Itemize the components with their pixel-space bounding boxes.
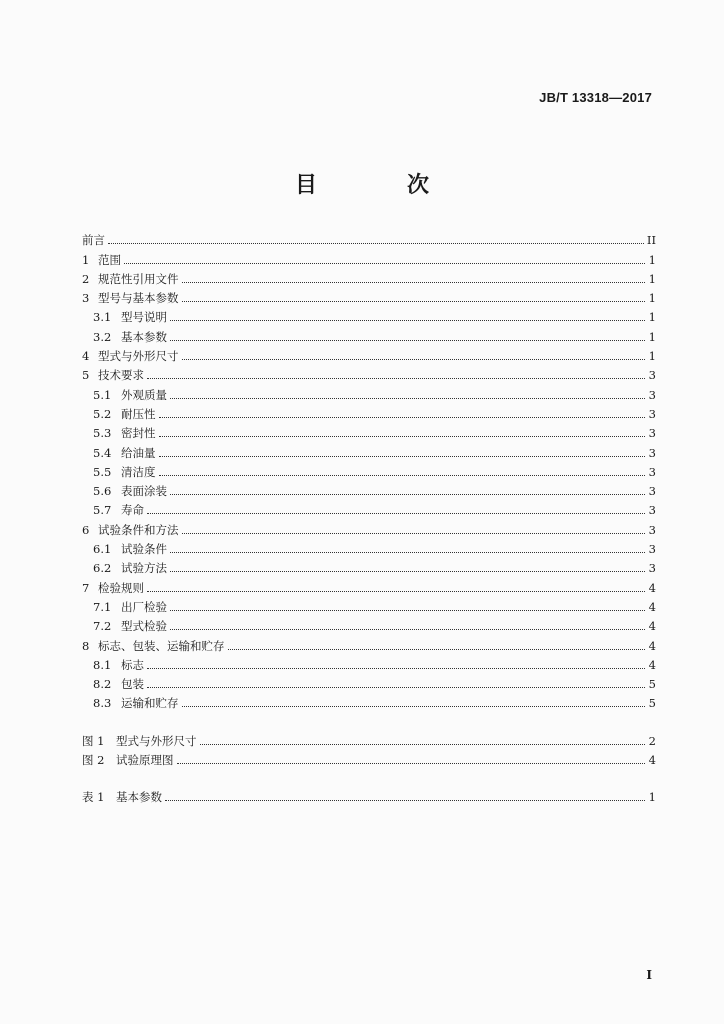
- toc-entry-title: 标志、包装、运输和贮存: [98, 638, 225, 653]
- toc-entry-title: 范围: [98, 252, 121, 267]
- toc-entry-title: 耐压性: [121, 406, 156, 421]
- toc-entry-number: 2: [82, 271, 90, 286]
- toc-leader-dots: [170, 494, 645, 495]
- toc-leader-dots: [228, 649, 646, 650]
- toc-entry[interactable]: [82, 556, 656, 575]
- toc-entry-number: 5.6: [93, 484, 112, 499]
- toc-entry-number: 图 2: [82, 753, 105, 768]
- toc-entry-number: 3.2: [93, 329, 112, 344]
- toc-leader-dots: [165, 800, 645, 801]
- toc-entry-title: 清洁度: [121, 464, 156, 479]
- toc-entry-title: 试验方法: [121, 561, 167, 576]
- toc-leader-dots: [182, 533, 646, 534]
- toc-entry-title: 试验原理图: [116, 753, 174, 768]
- toc-entry[interactable]: [82, 498, 656, 517]
- toc-leader-dots: [159, 417, 646, 418]
- toc-entry-title: 基本参数: [116, 790, 162, 805]
- toc-leader-dots: [159, 475, 646, 476]
- toc-entry-title: 标志: [121, 657, 144, 672]
- toc-entry-title: 型号与基本参数: [98, 291, 179, 306]
- toc-entry-title: 检验规则: [98, 580, 144, 595]
- toc-entry-title: 出厂检验: [121, 599, 167, 614]
- toc-leader-dots: [147, 687, 645, 688]
- toc-leader-dots: [170, 398, 645, 399]
- toc-gap: [82, 767, 656, 785]
- toc-entry-page: 3: [648, 368, 656, 383]
- toc-entry-page: 4: [648, 580, 656, 595]
- toc-entry[interactable]: [82, 672, 656, 691]
- toc-leader-dots: [182, 301, 646, 302]
- toc-entry-number: 图 1: [82, 733, 105, 748]
- toc-entry-title: 密封性: [121, 426, 156, 441]
- toc-entry[interactable]: [82, 785, 656, 804]
- toc-leader-dots: [170, 629, 645, 630]
- toc-entry[interactable]: [82, 267, 656, 286]
- toc-entry-page: 4: [648, 657, 656, 672]
- toc-entry-page: 1: [648, 790, 656, 805]
- toc-entry-title: 运输和贮存: [121, 696, 179, 711]
- toc-entry[interactable]: [82, 402, 656, 421]
- toc-entry-title: 外观质量: [121, 387, 167, 402]
- toc-entry-number: 5: [82, 368, 90, 383]
- toc-entry[interactable]: [82, 575, 656, 594]
- toc-entry-title: 型式检验: [121, 619, 167, 634]
- toc-entry-title: 前言: [82, 233, 105, 248]
- toc-entry[interactable]: [82, 228, 656, 247]
- toc-tables: [82, 785, 656, 804]
- toc-entry-page: 3: [648, 464, 656, 479]
- toc-entry-number: 8.2: [93, 677, 112, 692]
- toc-leader-dots: [147, 591, 645, 592]
- toc-entry-page: 1: [648, 291, 656, 306]
- toc-entry[interactable]: [82, 440, 656, 459]
- toc-entry[interactable]: [82, 748, 656, 767]
- page-folio: I: [646, 968, 652, 982]
- toc-leader-dots: [177, 763, 646, 764]
- toc-entry-number: 7.1: [93, 599, 112, 614]
- toc-entry-number: 3: [82, 291, 90, 306]
- toc-entry-page: 5: [648, 677, 656, 692]
- toc-entry-page: 4: [648, 599, 656, 614]
- toc-entry-page: 3: [648, 484, 656, 499]
- toc-entry[interactable]: [82, 479, 656, 498]
- toc-leader-dots: [147, 668, 645, 669]
- toc-entry-title: 包装: [121, 677, 144, 692]
- toc-entry-title: 试验条件和方法: [98, 522, 179, 537]
- toc-leader-dots: [124, 263, 645, 264]
- toc-entry[interactable]: [82, 633, 656, 652]
- toc-entry-page: 3: [648, 426, 656, 441]
- toc-entry-page: 1: [648, 310, 656, 325]
- toc-entry[interactable]: [82, 247, 656, 266]
- document-code: JB/T 13318—2017: [539, 90, 652, 105]
- toc-leader-dots: [147, 513, 645, 514]
- toc-leader-dots: [147, 378, 645, 379]
- toc-leader-dots: [182, 359, 646, 360]
- toc-entry-page: 3: [648, 561, 656, 576]
- toc-entry-title: 表面涂装: [121, 484, 167, 499]
- toc-entry-page: 1: [648, 329, 656, 344]
- toc-entry[interactable]: [82, 363, 656, 382]
- toc-entry-title: 技术要求: [98, 368, 144, 383]
- toc-entry-number: 8.3: [93, 696, 112, 711]
- toc-entry-title: 规范性引用文件: [98, 271, 179, 286]
- toc-entry[interactable]: [82, 460, 656, 479]
- toc-entry[interactable]: [82, 382, 656, 401]
- toc-entry-number: 3.1: [93, 310, 112, 325]
- toc-leader-dots: [170, 571, 645, 572]
- table-of-contents: [82, 228, 656, 804]
- toc-entry[interactable]: [82, 286, 656, 305]
- toc-entry-number: 5.5: [93, 464, 112, 479]
- toc-entry[interactable]: [82, 691, 656, 710]
- toc-entry-number: 5.1: [93, 387, 112, 402]
- toc-entry-page: 4: [648, 753, 656, 768]
- toc-entry-page: 3: [648, 387, 656, 402]
- toc-entry[interactable]: [82, 595, 656, 614]
- toc-entry-number: 5.2: [93, 406, 112, 421]
- toc-entry[interactable]: [82, 344, 656, 363]
- toc-entry[interactable]: [82, 517, 656, 536]
- toc-entry-page: 3: [648, 542, 656, 557]
- toc-entry-title: 给油量: [121, 445, 156, 460]
- toc-entry[interactable]: [82, 653, 656, 672]
- toc-leader-dots: [170, 340, 645, 341]
- toc-entry[interactable]: [82, 305, 656, 324]
- toc-entry-page: 4: [648, 638, 656, 653]
- toc-entry-page: 3: [648, 406, 656, 421]
- toc-entry-number: 7: [82, 580, 90, 595]
- toc-leader-dots: [200, 744, 646, 745]
- toc-leader-dots: [170, 320, 645, 321]
- toc-entry-number: 8: [82, 638, 90, 653]
- toc-entry-page: 1: [648, 252, 656, 267]
- toc-entry-title: 基本参数: [121, 329, 167, 344]
- toc-entry-title: 试验条件: [121, 542, 167, 557]
- toc-entry[interactable]: [82, 421, 656, 440]
- toc-leader-dots: [170, 610, 645, 611]
- toc-entry-number: 1: [82, 252, 90, 267]
- toc-entry-page: 4: [648, 619, 656, 634]
- toc-leader-dots: [108, 243, 644, 244]
- toc-entry-number: 6: [82, 522, 90, 537]
- toc-entry[interactable]: [82, 324, 656, 343]
- toc-entry-number: 5.3: [93, 426, 112, 441]
- toc-leader-dots: [182, 282, 646, 283]
- toc-entry-page: II: [646, 233, 656, 248]
- toc-figures: [82, 728, 656, 767]
- toc-entry-number: 8.1: [93, 657, 112, 672]
- toc-entry-page: 2: [648, 733, 656, 748]
- toc-entry-title: 寿命: [121, 503, 144, 518]
- toc-leader-dots: [182, 706, 646, 707]
- toc-leader-dots: [159, 436, 646, 437]
- toc-entry-number: 5.7: [93, 503, 112, 518]
- toc-entry-page: 5: [648, 696, 656, 711]
- toc-entry-title: 型式与外形尺寸: [116, 733, 197, 748]
- toc-entry-title: 型号说明: [121, 310, 167, 325]
- toc-entry-number: 6.1: [93, 542, 112, 557]
- toc-title: 目 次: [294, 172, 463, 198]
- toc-entry-number: 7.2: [93, 619, 112, 634]
- toc-entry-page: 3: [648, 503, 656, 518]
- toc-entry[interactable]: [82, 728, 656, 747]
- toc-entry-title: 型式与外形尺寸: [98, 349, 179, 364]
- toc-entry-page: 1: [648, 349, 656, 364]
- toc-entry-number: 表 1: [82, 790, 105, 805]
- toc-entry-page: 1: [648, 271, 656, 286]
- toc-entry-number: 5.4: [93, 445, 112, 460]
- toc-entry[interactable]: [82, 614, 656, 633]
- toc-gap: [82, 710, 656, 728]
- toc-entry-number: 6.2: [93, 561, 112, 576]
- toc-entry-page: 3: [648, 445, 656, 460]
- toc-leader-dots: [159, 456, 646, 457]
- toc-leader-dots: [170, 552, 645, 553]
- toc-entry-number: 4: [82, 349, 90, 364]
- toc-entry-page: 3: [648, 522, 656, 537]
- toc-sections: [82, 228, 656, 710]
- toc-entry[interactable]: [82, 537, 656, 556]
